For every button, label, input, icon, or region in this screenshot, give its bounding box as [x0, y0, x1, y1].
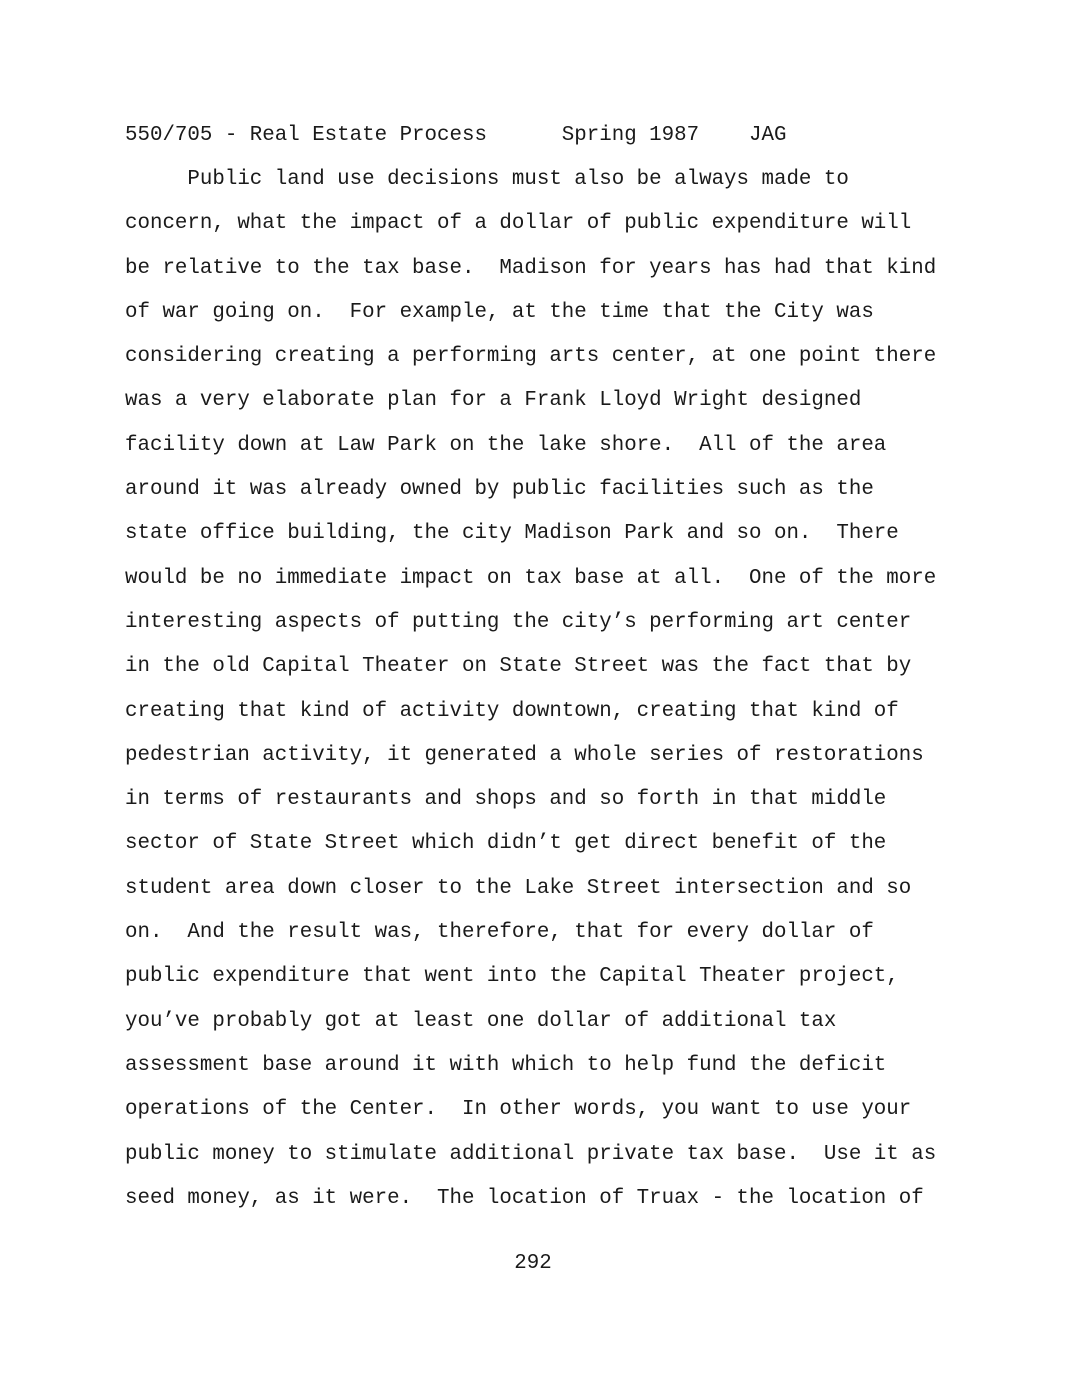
text-line: was a very elaborate plan for a Frank Lloyd Wright designed: [125, 389, 862, 413]
text-line: state office building, the city Madison Park and so on. There: [125, 522, 899, 546]
text-line: Public land use decisions must also be always made to: [125, 168, 849, 191]
page-header: 550/705 - Real Estate Process Spring 1987 JAG: [125, 124, 787, 147]
body-text: [125, 166, 936, 1229]
text-line: operations of the Center. In other words, you want to use your: [125, 1098, 912, 1122]
text-line: of war going on. For example, at the time that the City was: [125, 300, 874, 324]
text-line: creating that kind of activity downtown, creating that kind of: [125, 699, 899, 723]
text-line: seed money, as it were. The location of Truax - the location of: [125, 1186, 924, 1210]
text-line: on. And the result was, therefore, that for every dollar of: [125, 921, 874, 945]
text-line: assessment base around it with which to help fund the deficit: [125, 1053, 887, 1077]
text-line: interesting aspects of putting the city’s performing art center: [125, 610, 912, 634]
text-line: would be no immediate impact on tax base at all. One of the more: [125, 566, 937, 590]
text-line: around it was already owned by public facilities such as the: [125, 478, 874, 502]
text-line: pedestrian activity, it generated a whole series of restorations: [125, 743, 924, 767]
text-line: concern, what the impact of a dollar of public expenditure will: [125, 212, 912, 236]
text-line: in the old Capital Theater on State Street was the fact that by: [125, 655, 912, 679]
text-line: be relative to the tax base. Madison for years has had that kind: [125, 256, 937, 280]
text-line: sector of State Street which didn’t get direct benefit of the: [125, 832, 887, 856]
text-line: public expenditure that went into the Capital Theater project,: [125, 965, 899, 989]
text-line: public money to stimulate additional private tax base. Use it as: [125, 1142, 937, 1166]
page-number: 292: [514, 1252, 552, 1275]
text-line: you’ve probably got at least one dollar of additional tax: [125, 1009, 837, 1033]
text-line: facility down at Law Park on the lake shore. All of the area: [125, 433, 887, 457]
text-line: student area down closer to the Lake Street intersection and so: [125, 876, 912, 900]
text-line: in terms of restaurants and shops and so forth in that middle: [125, 788, 887, 812]
text-line: considering creating a performing arts center, at one point there: [125, 345, 937, 369]
